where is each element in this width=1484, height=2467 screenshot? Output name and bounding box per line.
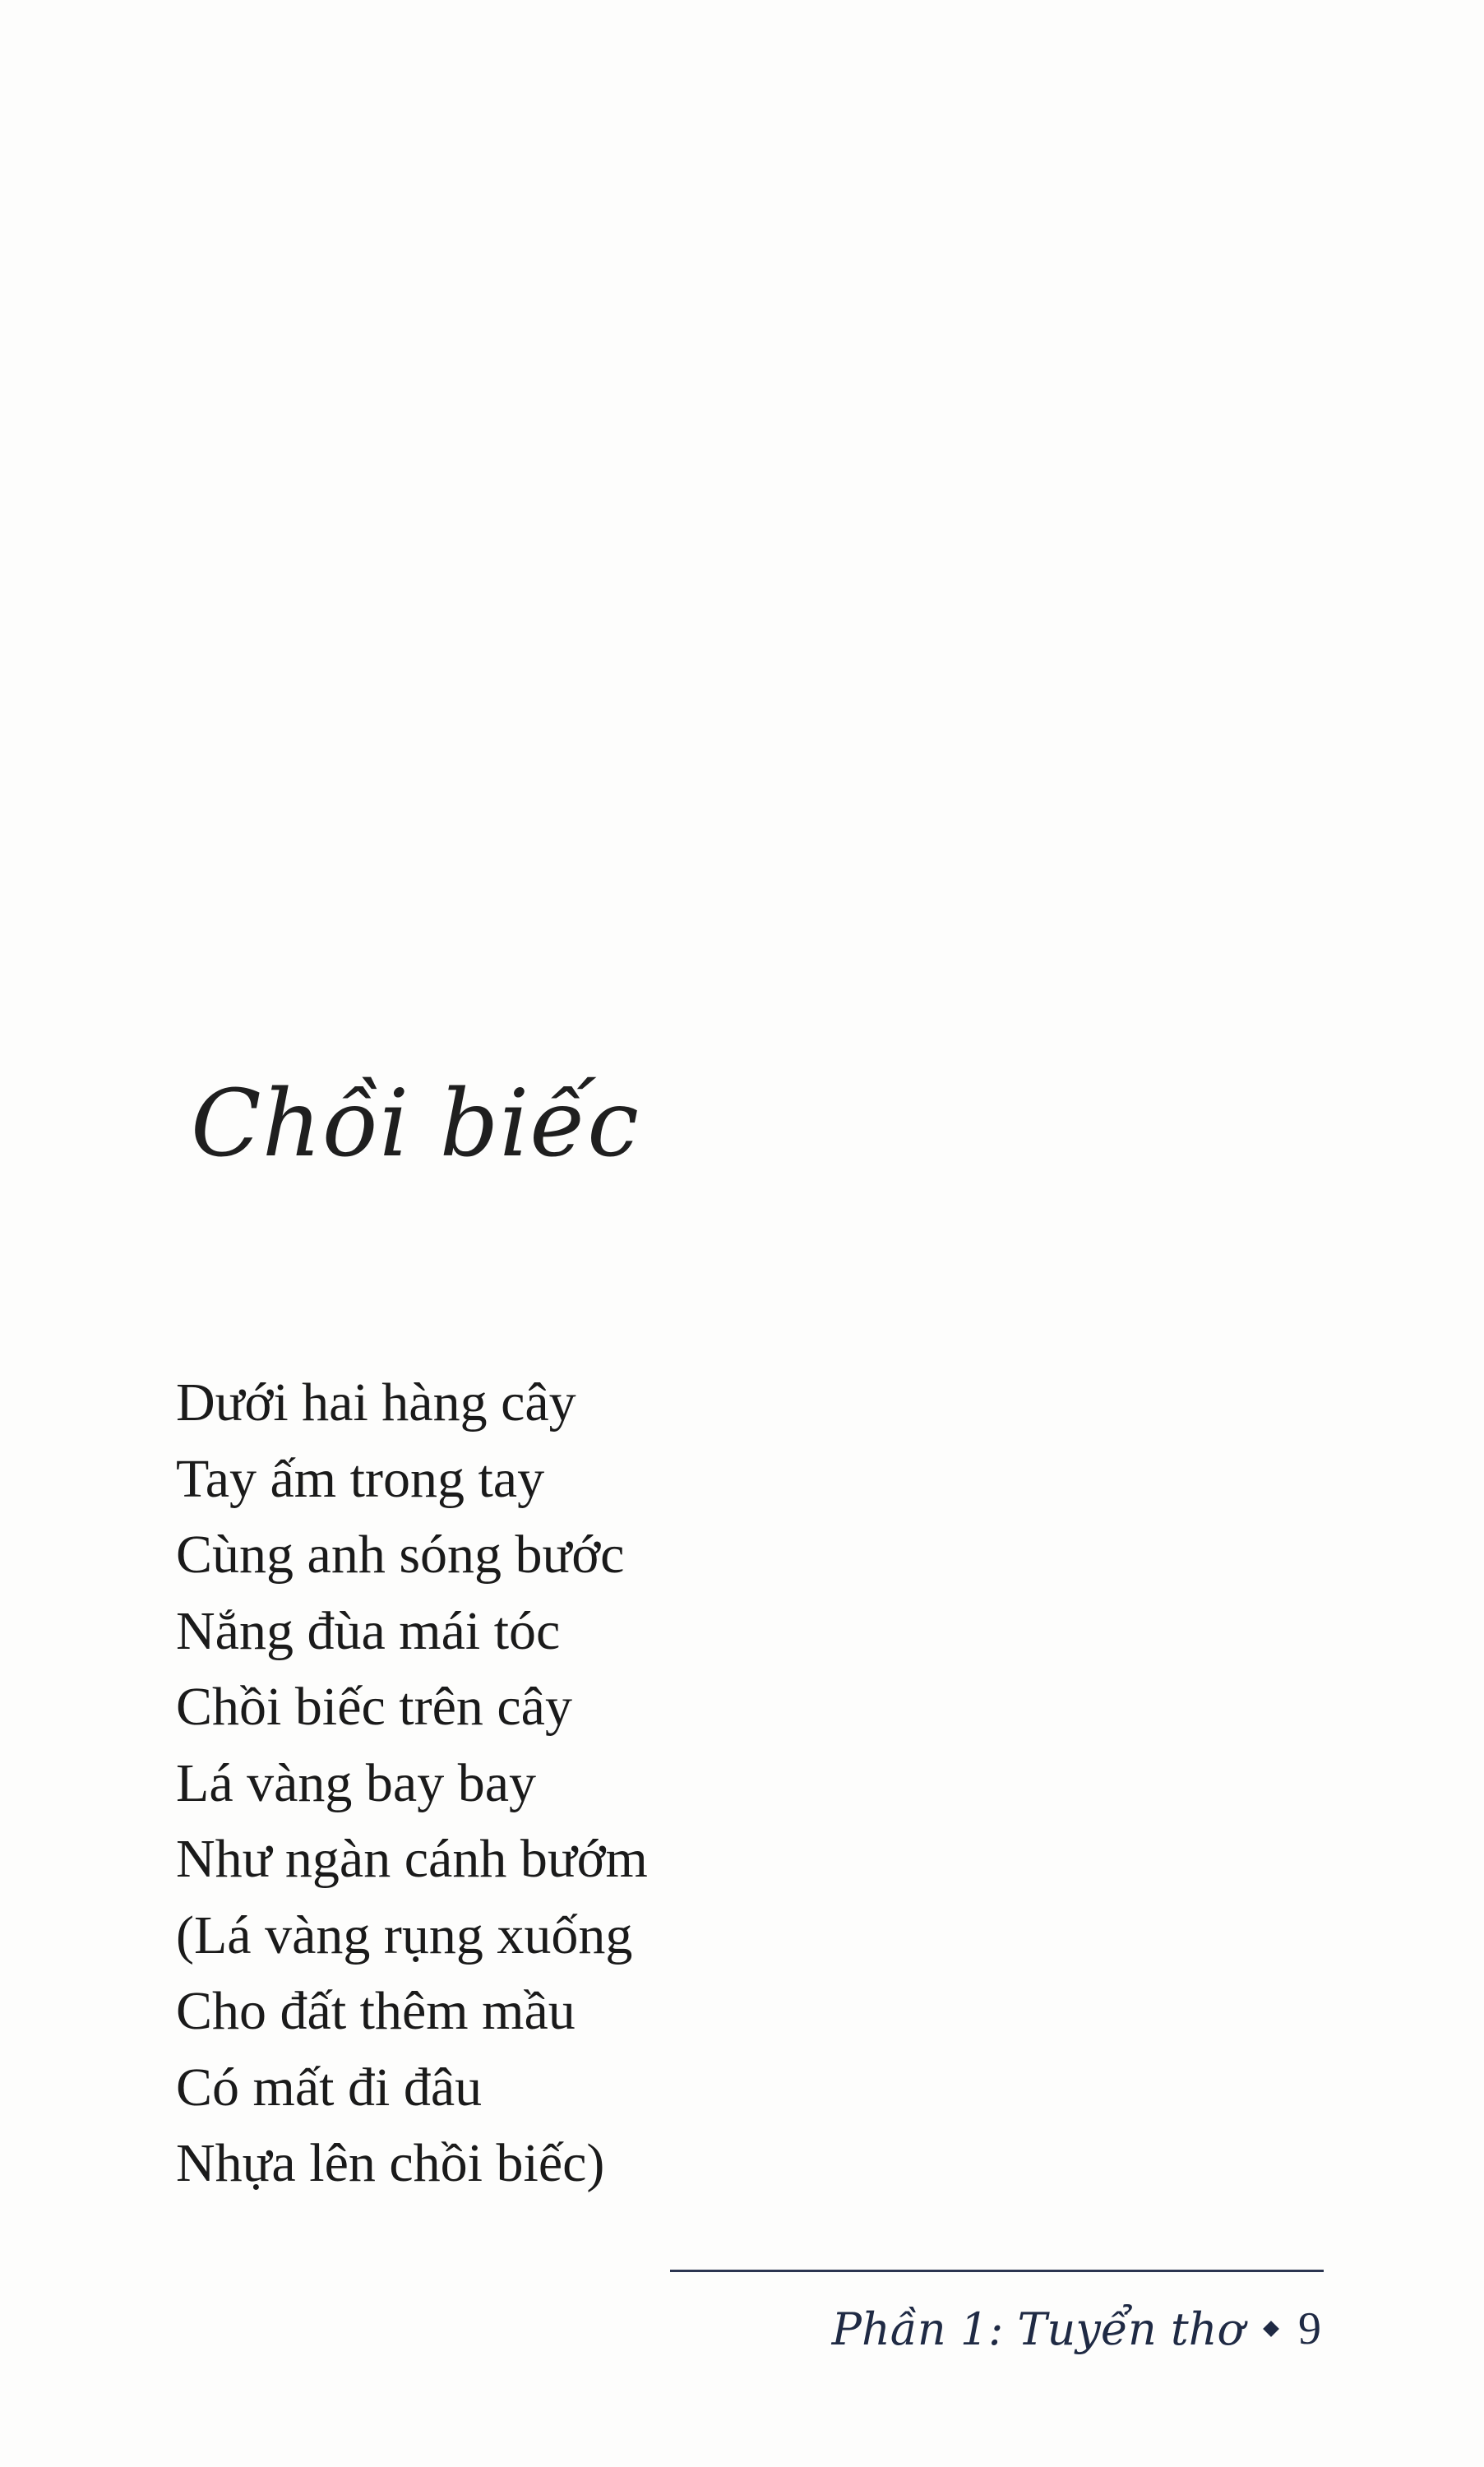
poem-line: Có mất đi đâu [176,2057,483,2118]
poem-line: Cho đất thêm mầu [176,1981,576,2041]
poem-title: Chồi biếc [191,1071,640,1178]
poem-line: Nắng đùa mái tóc [176,1600,561,1661]
diamond-bullet-icon [1263,2321,1279,2337]
poem-line: (Lá vàng rụng xuống [176,1905,633,1965]
poem-line: Dưới hai hàng cây [176,1372,576,1433]
poem-line: Nhựa lên chồi biếc) [176,2133,605,2193]
poem-line: Cùng anh sóng bước [176,1525,625,1585]
footer-divider [670,2270,1324,2272]
footer-section-title: Phần 1: Tuyển thơ [831,2303,1244,2355]
poem-line: Chồi biếc trên cây [176,1677,572,1737]
page-footer [832,2303,1321,2355]
page-number: 9 [1298,2303,1321,2354]
poem-line: Tay ấm trong tay [176,1448,545,1509]
poem-line: Lá vàng bay bay [176,1752,536,1813]
poem-line: Như ngàn cánh bướm [176,1829,648,1889]
poem-body [176,1365,648,2202]
